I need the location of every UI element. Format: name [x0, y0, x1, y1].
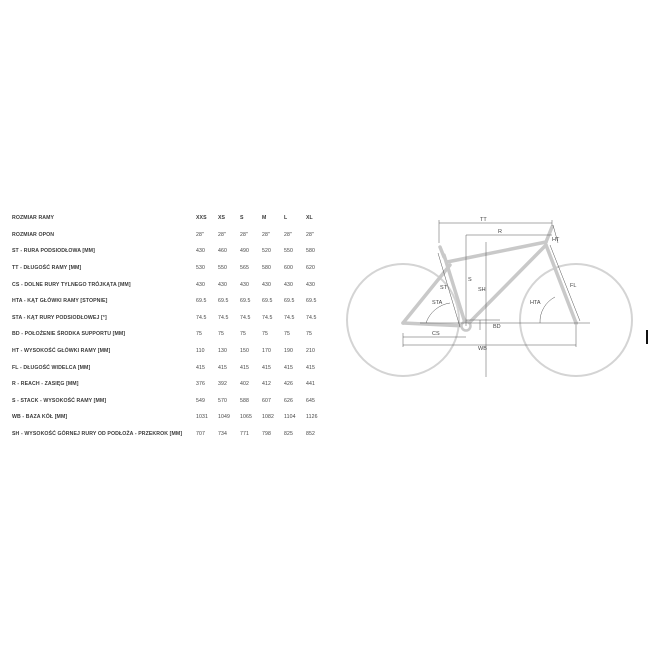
table-cell: 430 — [262, 281, 271, 288]
table-cell: 734 — [218, 431, 227, 438]
table-cell: 74.5 — [284, 314, 295, 321]
table-cell: 441 — [306, 381, 315, 388]
table-row — [12, 243, 330, 260]
table-cell: 69.5 — [306, 298, 317, 305]
bike-frame — [403, 227, 576, 326]
table-cell: 28" — [284, 231, 292, 238]
table-cell: 430 — [240, 281, 249, 288]
table-cell: 430 — [218, 281, 227, 288]
bd-label: BD — [493, 324, 501, 330]
table-cell: 490 — [240, 248, 249, 255]
table-cell: 1104 — [284, 414, 296, 421]
sh-label: SH — [478, 287, 486, 293]
table-cell: 1049 — [218, 414, 230, 421]
row-label: BD - POŁOŻENIE ŚRODKA SUPPORTU [MM] — [12, 331, 126, 338]
row-label: SH - WYSOKOŚĆ GÓRNEJ RURY OD PODŁOŻA - PRZEKROK [MM] — [12, 431, 183, 438]
fl-label: FL — [570, 283, 577, 289]
table-cell: 570 — [218, 397, 227, 404]
table-cell: 392 — [218, 381, 227, 388]
size-header: XS — [218, 215, 226, 222]
table-cell: 415 — [196, 364, 205, 371]
table-cell: 1126 — [306, 414, 318, 421]
row-label: WB - BAZA KÓŁ [MM] — [12, 414, 68, 421]
table-cell: 626 — [284, 397, 293, 404]
table-cell: 69.5 — [262, 298, 273, 305]
table-cell: 130 — [218, 348, 227, 355]
table-cell: 190 — [284, 348, 293, 355]
dimension-lines — [403, 220, 590, 377]
table-cell: 600 — [284, 265, 293, 272]
table-cell: 520 — [262, 248, 271, 255]
table-row — [12, 293, 330, 310]
table-cell: 430 — [196, 281, 205, 288]
table-cell: 74.5 — [196, 314, 207, 321]
table-cell: 1082 — [262, 414, 274, 421]
table-cell: 588 — [240, 397, 249, 404]
size-header: S — [240, 215, 244, 222]
bike-geometry-diagram — [340, 205, 640, 385]
table-cell: 565 — [240, 265, 249, 272]
row-label: HTA - KĄT GŁÓWKI RAMY [STOPNIE] — [12, 298, 108, 305]
table-row — [12, 426, 330, 443]
stack-label: S — [468, 277, 472, 283]
frame-size-header: ROZMIAR RAMY — [12, 215, 55, 222]
table-cell: 28" — [262, 231, 270, 238]
table-cell: 74.5 — [306, 314, 317, 321]
size-header: M — [262, 215, 267, 222]
row-label: CS - DOLNE RURY TYLNEGO TRÓJKĄTA [MM] — [12, 281, 131, 288]
table-cell: 430 — [284, 281, 293, 288]
table-cell: 460 — [218, 248, 227, 255]
table-cell: 580 — [306, 248, 315, 255]
hta-arc — [540, 297, 555, 323]
table-cell: 75 — [196, 331, 202, 338]
row-label: S - STACK - WYSOKOŚĆ RAMY [MM] — [12, 397, 107, 404]
sta-label: STA — [432, 300, 443, 306]
table-row — [12, 227, 330, 244]
table-row — [12, 393, 330, 410]
table-cell: 430 — [196, 248, 205, 255]
table-cell: 415 — [284, 364, 293, 371]
table-row — [12, 376, 330, 393]
table-cell: 798 — [262, 431, 271, 438]
size-header: L — [284, 215, 288, 222]
table-cell: 412 — [262, 381, 271, 388]
table-cell: 771 — [240, 431, 249, 438]
table-cell: 415 — [262, 364, 271, 371]
table-row — [12, 326, 330, 343]
table-cell: 1065 — [240, 414, 252, 421]
table-cell: 28" — [306, 231, 314, 238]
table-header-row — [12, 210, 330, 227]
table-cell: 74.5 — [240, 314, 251, 321]
seat-post — [440, 247, 444, 257]
table-cell: 69.5 — [218, 298, 229, 305]
table-cell: 69.5 — [284, 298, 295, 305]
table-cell: 28" — [196, 231, 204, 238]
table-cell: 607 — [262, 397, 271, 404]
table-row — [12, 359, 330, 376]
size-header: XL — [306, 215, 313, 222]
seat-stay — [403, 265, 450, 323]
table-cell: 550 — [284, 248, 293, 255]
wb-label: WB — [478, 346, 487, 352]
rear-wheel — [347, 264, 459, 376]
ht-label: HT — [552, 237, 560, 243]
table-cell: 150 — [240, 348, 249, 355]
table-cell: 825 — [284, 431, 293, 438]
row-label: ROZMIAR OPON — [12, 231, 55, 238]
table-cell: 75 — [218, 331, 224, 338]
table-row — [12, 276, 330, 293]
table-cell: 415 — [218, 364, 227, 371]
geometry-table — [12, 210, 330, 442]
table-cell: 210 — [306, 348, 315, 355]
table-cell: 426 — [284, 381, 293, 388]
table-cell: 74.5 — [218, 314, 229, 321]
table-cell: 74.5 — [262, 314, 273, 321]
table-cell: 415 — [240, 364, 249, 371]
table-cell: 75 — [262, 331, 268, 338]
table-cell: 28" — [218, 231, 226, 238]
cs-label: CS — [432, 331, 440, 337]
row-label: STA - KĄT RURY PODSIODŁOWEJ [°] — [12, 314, 107, 321]
table-cell: 110 — [196, 348, 205, 355]
table-cell: 430 — [306, 281, 315, 288]
table-cell: 620 — [306, 265, 315, 272]
table-cell: 75 — [284, 331, 290, 338]
table-cell: 170 — [262, 348, 271, 355]
chain-stay — [403, 323, 466, 326]
table-cell: 1031 — [196, 414, 208, 421]
table-cell: 75 — [240, 331, 246, 338]
edge-marker — [646, 330, 648, 344]
table-cell: 852 — [306, 431, 315, 438]
row-label: ST - RURA PODSIODŁOWA [MM] — [12, 248, 95, 255]
table-cell: 707 — [196, 431, 205, 438]
table-cell: 402 — [240, 381, 249, 388]
size-header: XXS — [196, 215, 207, 222]
row-label: FL - DŁUGOŚĆ WIDELCA [MM] — [12, 364, 91, 371]
table-row — [12, 409, 330, 426]
st-label: ST — [440, 285, 448, 291]
table-cell: 415 — [306, 364, 315, 371]
table-cell: 550 — [218, 265, 227, 272]
hta-label: HTA — [530, 300, 541, 306]
row-label: TT - DŁUGOŚĆ RAMY [MM] — [12, 265, 82, 272]
row-label: HT - WYSOKOŚĆ GŁÓWKI RAMY [MM] — [12, 348, 111, 355]
table-row — [12, 260, 330, 277]
table-row — [12, 310, 330, 327]
tt-label: TT — [480, 217, 487, 223]
table-cell: 75 — [306, 331, 312, 338]
table-cell: 645 — [306, 397, 315, 404]
sta-arc — [426, 303, 450, 323]
table-cell: 530 — [196, 265, 205, 272]
table-cell: 28" — [240, 231, 248, 238]
row-label: R - REACH - ZASIĘG [MM] — [12, 381, 79, 388]
table-row — [12, 343, 330, 360]
reach-label: R — [498, 229, 502, 235]
table-cell: 580 — [262, 265, 271, 272]
table-cell: 69.5 — [240, 298, 251, 305]
table-cell: 69.5 — [196, 298, 207, 305]
table-cell: 549 — [196, 397, 205, 404]
table-cell: 376 — [196, 381, 205, 388]
